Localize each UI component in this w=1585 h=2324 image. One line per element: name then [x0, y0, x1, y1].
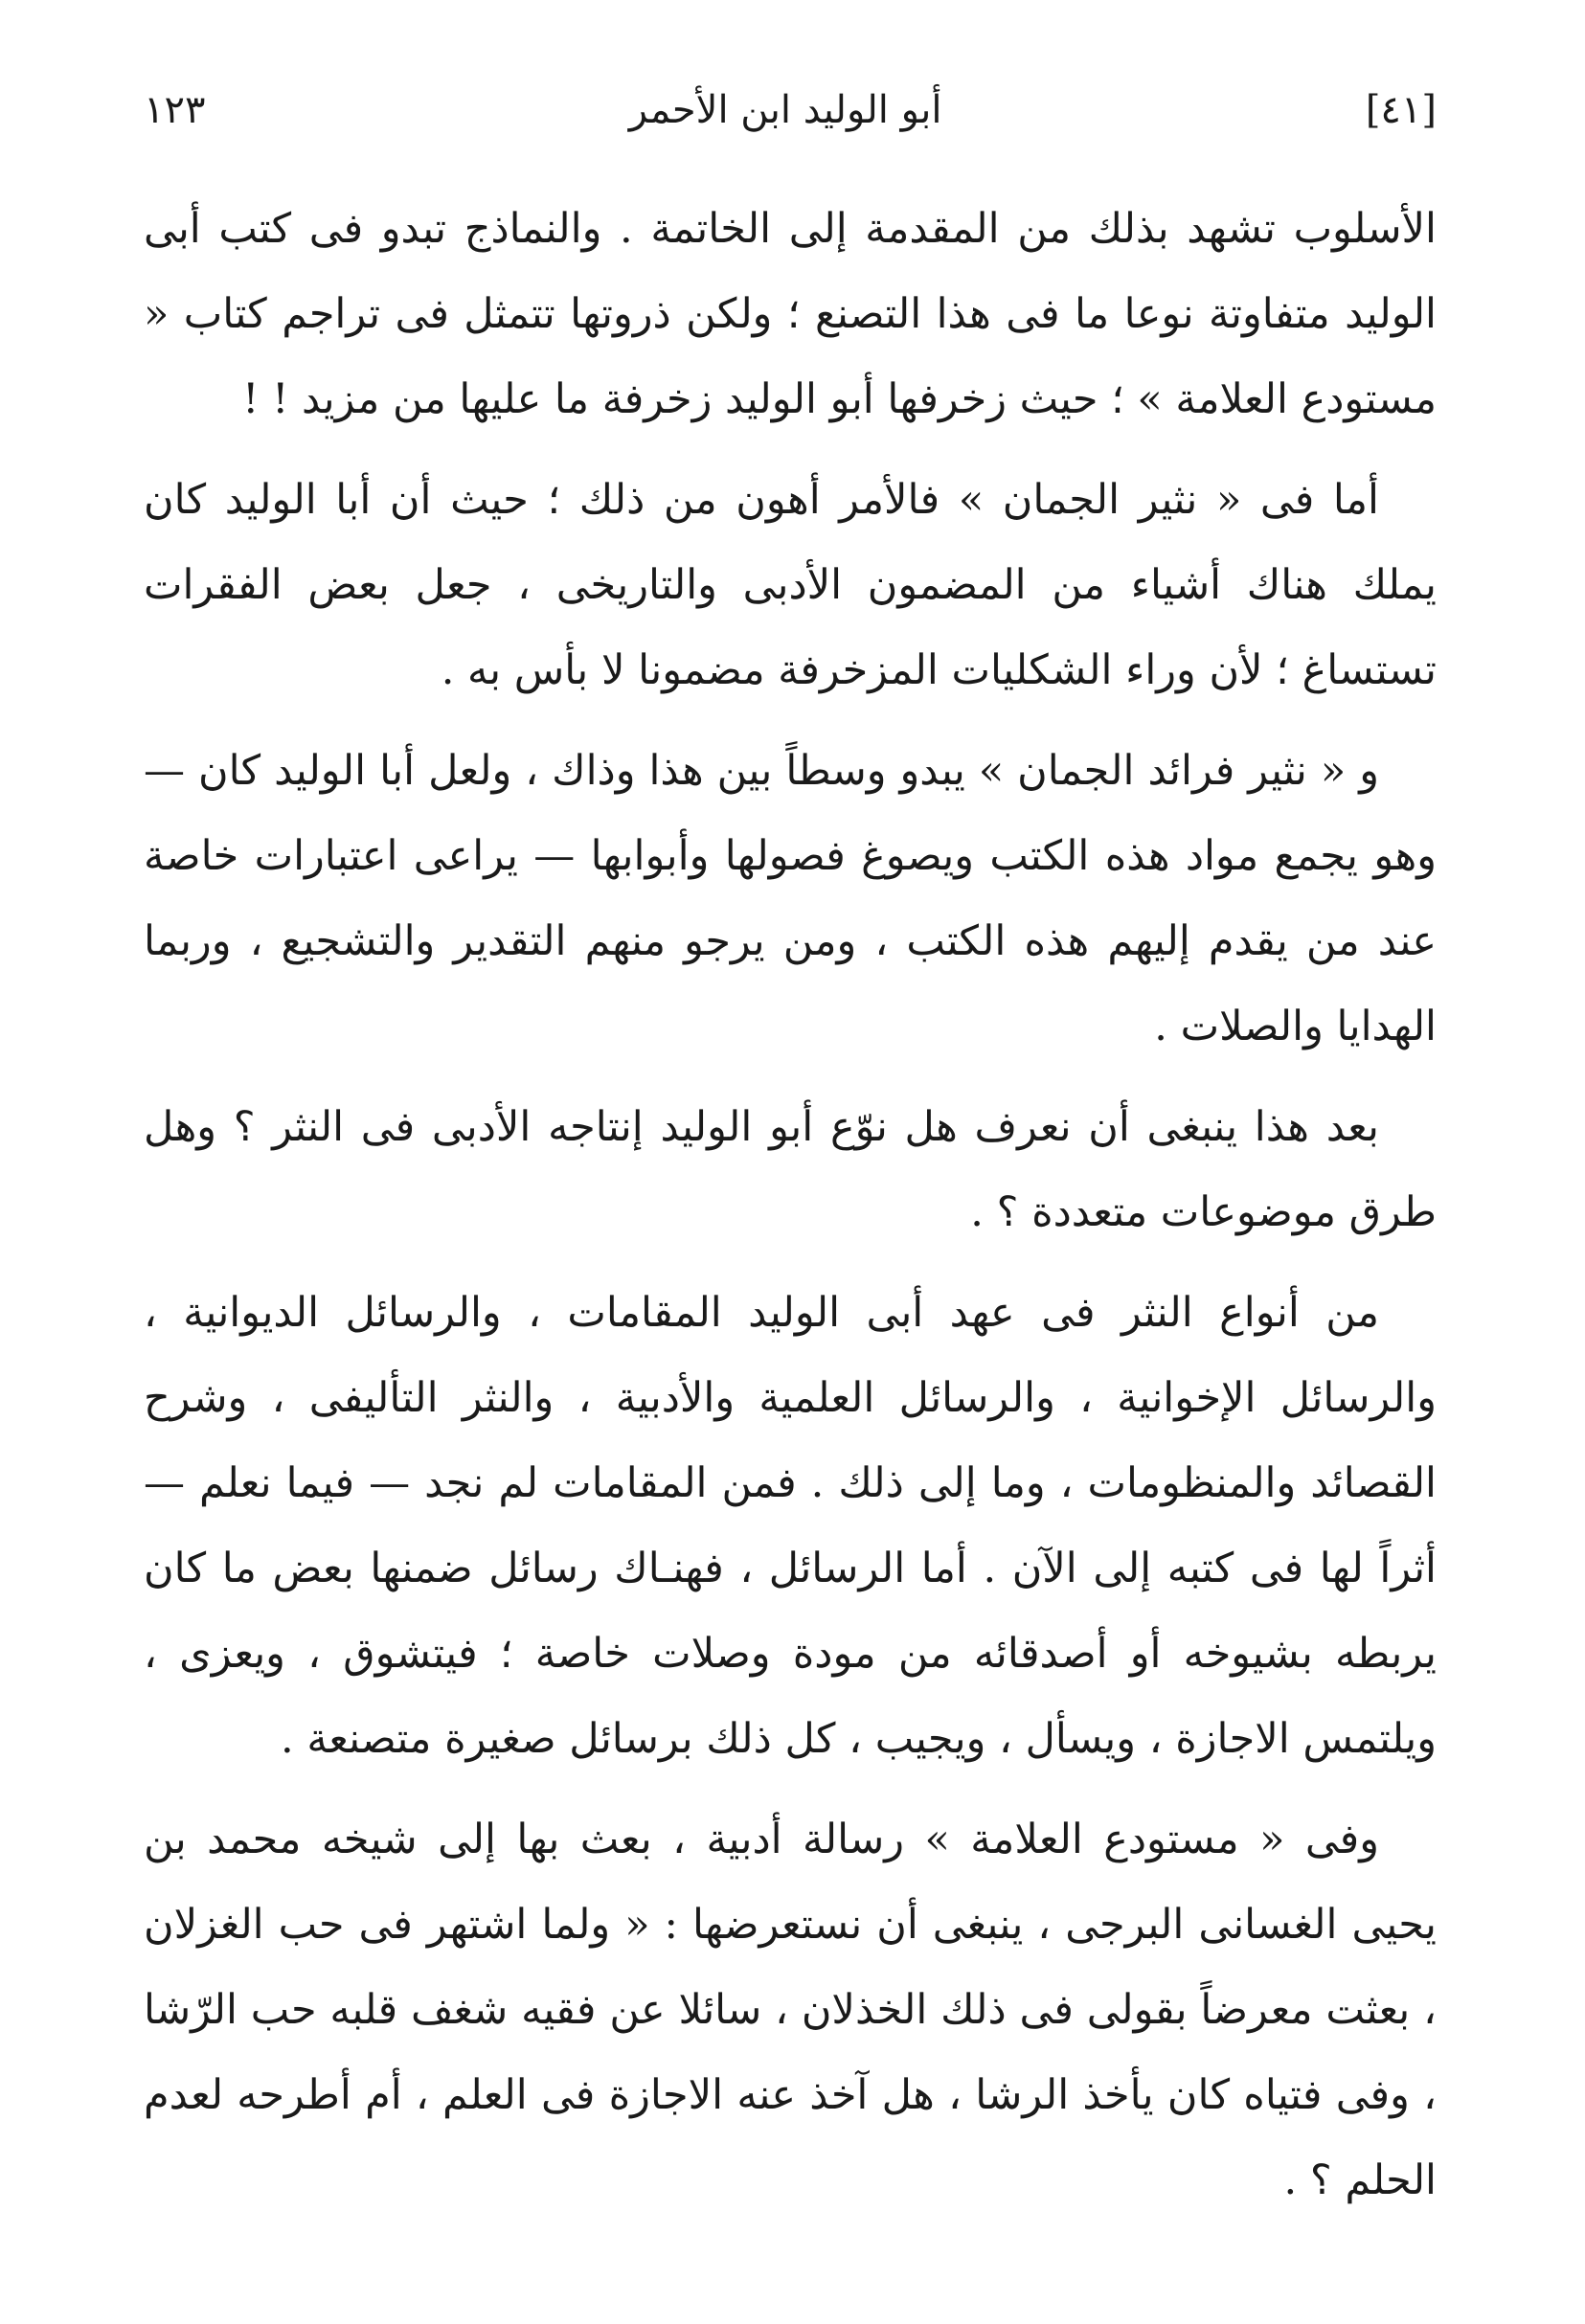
- paragraph: الأسلوب تشهد بذلك من المقدمة إلى الخاتمة . والنماذج تبدو فى كتب أبى الوليد متفاوتة نوعا ما فى هذا التصنع ؛ ولكن ذروتها تتمثل فى تراجم كتاب « مستودع العلامة » ؛ حيث زخرفها أبو الوليد زخرفة ما عليها من مزيد ! !: [144, 205, 1437, 423]
- paragraph: بعد هذا ينبغى أن نعرف هل نوّع أبو الوليد إنتاجه الأدبى فى النثر ؟ وهل طرق موضوعات متعددة ؟ .: [144, 1103, 1437, 1236]
- paragraph: وفى « مستودع العلامة » رسالة أدبية ، بعث بها إلى شيخه محمد بن يحيى الغسانى البرجى ، ينبغى أن نستعرضها : « ولما اشتهر فى حب الغزلان ، بعثت معرضاً بقولى فى ذلك الخذلان ، سائلا عن فقيه شغف قلبه حب الرّشا ، وفى فتياه كان يأخذ الرشا ، هل آخذ عنه الاجازة فى العلم ، أم أطرحه لعدم الحلم ؟ .: [144, 1816, 1437, 2204]
- chapter-number: [٤١]: [1365, 88, 1437, 132]
- page-number: ١٢٣: [144, 88, 206, 132]
- body-text: [144, 187, 1437, 2223]
- paragraph: أما فى « نثير الجمان » فالأمر أهون من ذلك ؛ حيث أن أبا الوليد كان يملك هناك أشياء من المضمون الأدبى والتاريخى ، جعل بعض الفقرات تستساغ ؛ لأن وراء الشكليات المزخرفة مضمونا لا بأس به .: [144, 476, 1437, 694]
- paragraph: و « نثير فرائد الجمان » يبدو وسطاً بين هذا وذاك ، ولعل أبا الوليد كان — وهو يجمع مواد هذه الكتب ويصوغ فصولها وأبوابها — يراعى اعتبارات خاصة عند من يقدم إليهم هذه الكتب ، ومن يرجو منهم التقدير والتشجيع ، وربما الهدايا والصلات .: [144, 747, 1437, 1050]
- running-title: أبو الوليد ابن الأحمر: [628, 88, 942, 132]
- running-header: [144, 81, 1437, 148]
- paragraph: من أنواع النثر فى عهد أبى الوليد المقامات ، والرسائل الديوانية ، والرسائل الإخوانية ، والرسائل العلمية والأدبية ، والنثر التأليفى ، وشرح القصائد والمنظومات ، وما إلى ذلك . فمن المقامات لم نجد — فيما نعلم — أثراً لها فى كتبه إلى الآن . أما الرسائل ، فهنـاك رسائل ضمنها بعض ما كان يربطه بشيوخه أو أصدقائه من مودة وصلات خاصة ؛ فيتشوق ، ويعزى ، ويلتمس الاجازة ، ويسأل ، ويجيب ، كل ذلك برسائل صغيرة متصنعة .: [144, 1289, 1437, 1763]
